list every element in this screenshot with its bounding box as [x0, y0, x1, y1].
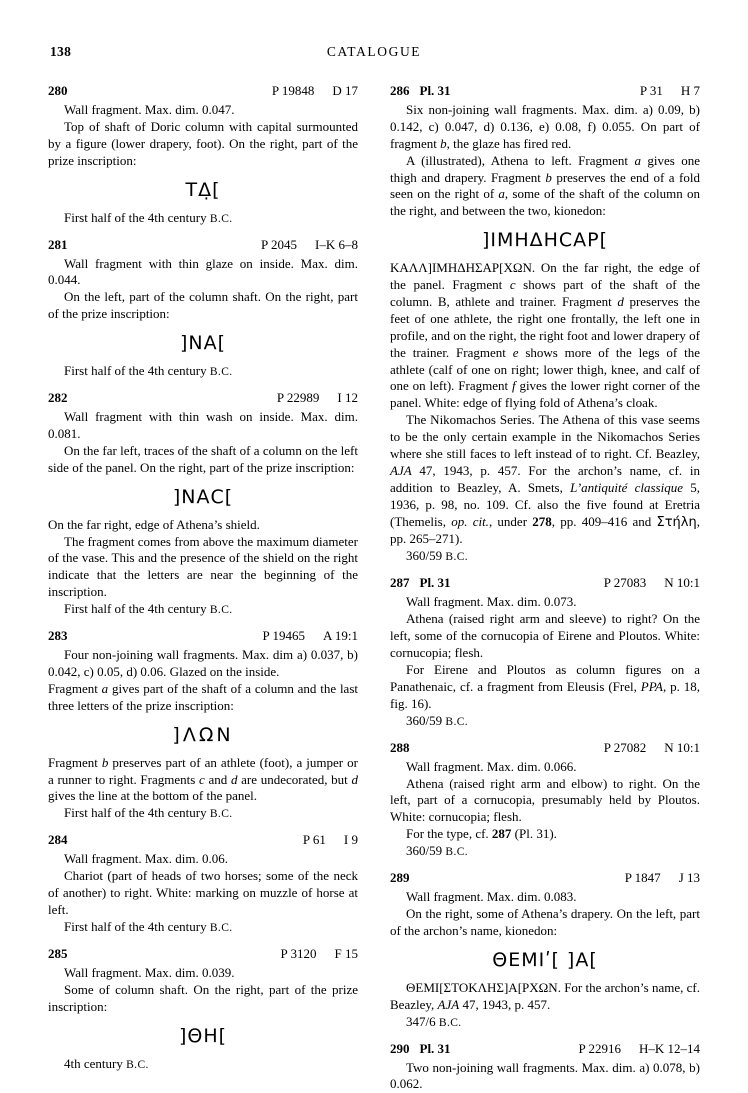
- entry-cross-reference: 278: [532, 513, 552, 529]
- entry-header: [390, 870, 700, 886]
- column-left: [48, 72, 358, 1093]
- date-text: 360/59: [406, 843, 443, 859]
- inventory-number: P 61: [302, 832, 326, 848]
- entry-cross-reference: 287: [491, 826, 512, 842]
- fragment-label: d: [351, 771, 358, 787]
- entry-number: 286: [390, 83, 410, 98]
- entry-header: [48, 832, 358, 848]
- date-text: First half of the 4th century: [64, 805, 207, 821]
- fragment-label: a: [101, 680, 109, 696]
- fragment-label: a: [498, 186, 505, 202]
- entry-paragraph: Six non-joining wall fragments. Max. dim. a) 0.09, b) 0.142, c) 0.047, d) 0.136, e) 0.08, f) 0.055. On part of fragment b, the glaze has fired red.: [390, 102, 700, 151]
- catalogue-entry-281: [48, 237, 358, 380]
- entry-paragraph: Chariot (part of heads of two horses; some of the neck of another) to right. White: marking on muzzle of horse at left.: [48, 868, 358, 918]
- greek-word: Στήλη: [656, 514, 697, 530]
- catalogue-entry-289: [390, 870, 700, 1029]
- entry-date: [390, 713, 700, 729]
- catalogue-entry-290: [390, 1041, 700, 1093]
- findspot-grid: J 13: [678, 870, 700, 886]
- inscription-line: ΘΕΜΙʹ[ ]Α[: [492, 948, 598, 971]
- entry-header: [48, 83, 358, 99]
- entry-paragraph: Fragment a gives part of the shaft of a column and the last three letters of the prize inscription:: [48, 680, 358, 713]
- entry-reference: [640, 83, 700, 99]
- entry-reference: [303, 832, 358, 848]
- date-era: B.C.: [209, 604, 233, 617]
- entry-paragraph: The fragment comes from above the maximum diameter of the vase. This and the presence of the shield on the right indicate that the letters are near the beginning of the inscription.: [48, 533, 358, 600]
- entry-paragraph: The Nikomachos Series. The Athena of this vase seems to be the only certain example in the Nikomachos Series where she still faces to left instead of to right. Cf. Beazley, AJA 47, 1943, p. 457. For the archon’s name, cf. in addition to Beazley, A. Smets, L’antiquité classique 5, 1936, p. 98, no. 109. Cf. also the five found at Eretria (Themelis, op. cit., under 278, pp. 409–416 and Στήλη, pp. 265–271).: [390, 412, 700, 547]
- entry-paragraph: Fragment b preserves part of an athlete (foot), a jumper or a runner to right. Fragments c and d are undecorated, but d gives the line at the bottom of the panel.: [48, 754, 358, 804]
- entry-number: 281: [48, 236, 68, 252]
- entry-paragraph: Wall fragment. Max. dim. 0.083.: [406, 889, 577, 905]
- entry-date: [48, 210, 358, 226]
- journal-title: AJA: [437, 996, 460, 1012]
- fragment-label: c: [198, 771, 205, 787]
- entry-paragraph: ΘΕΜΙ[ΣΤΟΚΛΗΣ]Α[ΡΧΩΝ. For the archon’s name, cf. Beazley, AJA 47, 1943, p. 457.: [390, 979, 700, 1012]
- inscription-line: ]ΙΜΗΔΗϹΑΡ[: [481, 229, 609, 252]
- findspot-grid: I 9: [343, 832, 358, 848]
- entry-number: 282: [48, 390, 68, 406]
- catalogue-entry-283: [48, 628, 358, 821]
- entry-number: 283: [48, 628, 68, 644]
- entry-reference: [604, 740, 700, 756]
- date-text: First half of the 4th century: [64, 363, 207, 379]
- entry-paragraph: On the right, some of Athena’s drapery. On the left, part of the archon’s name, kionedon:: [390, 905, 700, 938]
- entry-number: 288: [390, 739, 410, 755]
- entry-paragraph: Wall fragment. Max. dim. 0.047.: [64, 102, 235, 117]
- fragment-label: b: [101, 754, 109, 770]
- fragment-label: c: [509, 277, 516, 293]
- plate-reference: Pl. 31: [419, 575, 451, 591]
- findspot-grid: I–K 6–8: [315, 236, 358, 252]
- date-text: 4th century: [64, 1055, 123, 1071]
- book-title: PPA: [640, 678, 663, 694]
- entry-header: [390, 575, 700, 591]
- date-era: B.C.: [209, 808, 233, 821]
- entry-header: [390, 740, 700, 756]
- findspot-grid: H–K 12–14: [638, 1040, 700, 1056]
- entry-paragraph: Wall fragment. Max. dim. 0.039.: [64, 964, 235, 980]
- entry-reference: [281, 946, 358, 962]
- entry-reference: [578, 1041, 700, 1057]
- findspot-grid: A 19:1: [322, 628, 358, 644]
- entry-date: [48, 363, 358, 379]
- entry-paragraph: On the far right, edge of Athena’s shield.: [48, 516, 260, 532]
- inventory-number: P 1847: [624, 870, 661, 886]
- entry-paragraph: Wall fragment. Max. dim. 0.073.: [406, 594, 577, 610]
- entry-date: [48, 1056, 358, 1072]
- catalogue-entry-287: [390, 575, 700, 728]
- fragment-label: d: [230, 771, 238, 787]
- inscription-line: ΤΔ̣[: [185, 178, 221, 201]
- inventory-number: P 27083: [603, 575, 647, 591]
- entry-paragraph: A (illustrated), Athena to left. Fragment a gives one thigh and drapery. Fragment b preserves the end of a fold seen on the right of a, some of the shaft of the column on the right, and between the two, kionedon:: [390, 152, 701, 219]
- date-era: B.C.: [445, 715, 469, 728]
- date-era: B.C.: [438, 1016, 462, 1029]
- findspot-grid: N 10:1: [664, 575, 700, 591]
- inventory-number: P 3120: [280, 945, 317, 961]
- date-era: B.C.: [445, 551, 469, 564]
- fragment-label: a: [634, 152, 641, 168]
- date-text: First half of the 4th century: [64, 209, 207, 225]
- entry-date: [390, 843, 700, 859]
- date-text: First half of the 4th century: [64, 601, 207, 617]
- inventory-number: P 31: [639, 83, 663, 98]
- findspot-grid: I 12: [337, 390, 358, 406]
- entry-date: [48, 805, 358, 821]
- inscription-line: ]ΝΑ[: [179, 332, 227, 355]
- entry-paragraph: For Eirene and Ploutos as column figures on a Panathenaic, cf. a fragment from Eleusis (Frel, PPA, p. 18, fig. 16).: [390, 661, 700, 711]
- entry-number: 284: [48, 832, 68, 848]
- entry-reference: [262, 628, 358, 644]
- entry-paragraph: Two non-joining wall fragments. Max. dim. a) 0.078, b) 0.062.: [390, 1059, 700, 1092]
- inventory-number: P 22916: [578, 1040, 621, 1056]
- entry-number: 289: [390, 870, 410, 886]
- entry-number: 290: [390, 1040, 410, 1056]
- inventory-number: P 22989: [276, 390, 320, 406]
- entry-header: [390, 1041, 700, 1057]
- entry-header: [390, 83, 700, 99]
- date-era: B.C.: [209, 212, 233, 225]
- plate-reference: Pl. 31: [419, 1040, 451, 1056]
- entry-reference: [277, 390, 358, 406]
- journal-title: AJA: [390, 462, 412, 478]
- catalogue-entry-288: [390, 740, 700, 859]
- folio-number: 138: [50, 44, 72, 59]
- entry-reference: [604, 575, 700, 591]
- entry-number: 287: [390, 575, 410, 591]
- inventory-number: P 2045: [261, 236, 298, 252]
- plate-reference: Pl. 31: [419, 83, 451, 98]
- fragment-label: b: [440, 135, 447, 151]
- date-era: B.C.: [209, 366, 233, 379]
- findspot-grid: H 7: [680, 83, 700, 98]
- entry-reference: [272, 83, 358, 99]
- running-head: CATALOGUE: [326, 44, 422, 59]
- entry-paragraph: Top of shaft of Doric column with capital surmounted by a figure (lower drapery, foot). On the right, part of the prize inscription:: [48, 118, 358, 168]
- entry-paragraph: Wall fragment. Max. dim. 0.066.: [406, 758, 577, 774]
- date-text: 360/59: [406, 712, 443, 728]
- date-era: B.C.: [445, 846, 469, 859]
- citation-opcit: op. cit.: [451, 513, 489, 529]
- entry-number: 280: [48, 83, 68, 98]
- fragment-label: b: [545, 169, 552, 185]
- entry-paragraph: Wall fragment with thin glaze on inside. Max. dim. 0.044.: [48, 255, 358, 288]
- date-era: B.C.: [126, 1058, 149, 1071]
- inventory-number: P 27082: [603, 739, 647, 755]
- entry-header: [48, 390, 358, 406]
- inventory-number: P 19465: [262, 628, 305, 644]
- entry-header: [48, 628, 358, 644]
- date-era: B.C.: [209, 921, 233, 934]
- findspot-grid: N 10:1: [664, 739, 700, 755]
- catalogue-entry-282: [48, 390, 358, 617]
- entry-date: [48, 919, 358, 935]
- entry-date: [390, 548, 700, 564]
- entry-paragraph: On the left, part of the column shaft. On the right, part of the prize inscription:: [48, 289, 358, 322]
- date-text: 347/6: [406, 1013, 436, 1029]
- entry-paragraph: Some of column shaft. On the right, part of the prize inscription:: [48, 981, 358, 1014]
- inventory-number: P 19848: [271, 83, 315, 98]
- fragment-label: f: [511, 378, 516, 394]
- inscription-line: ]ΘΗ[: [178, 1024, 228, 1047]
- entry-paragraph: Athena (raised right arm and elbow) to right. On the left, part of a cornucopia, presumably held by Ploutos. White: cornucopia; flesh.: [390, 775, 700, 825]
- catalogue-entry-280: [48, 83, 358, 226]
- entry-header: [48, 237, 358, 253]
- entry-paragraph: Four non-joining wall fragments. Max. dim a) 0.037, b) 0.042, c) 0.05, d) 0.06. Glazed on the inside.: [48, 647, 358, 680]
- column-right: [390, 72, 700, 1093]
- catalogue-entry-284: [48, 832, 358, 935]
- catalogue-entry-286: [390, 83, 700, 564]
- entry-paragraph: For the type, cf. 287 (Pl. 31).: [406, 826, 557, 842]
- inscription-line: ]ΛΩΝ: [172, 723, 234, 746]
- entry-paragraph: Athena (raised right arm and sleeve) to right? On the left, some of the cornucopia of Eirene and Ploutos. White: cornucopia; flesh.: [390, 611, 700, 661]
- findspot-grid: D 17: [332, 83, 358, 98]
- date-text: First half of the 4th century: [64, 918, 207, 934]
- inscription-line: ]ΝΑϹ[: [172, 485, 234, 508]
- catalogue-entry-285: [48, 946, 358, 1072]
- page-header: [50, 44, 698, 62]
- entry-paragraph: On the far left, traces of the shaft of a column on the left side of the panel. On the right, part of the prize inscription:: [48, 442, 358, 475]
- book-title: L’antiquité classique: [570, 479, 683, 495]
- entry-date: [390, 1014, 700, 1030]
- entry-header: [48, 946, 358, 962]
- two-column-body: [48, 72, 700, 1093]
- fragment-label: d: [617, 294, 624, 310]
- findspot-grid: F 15: [334, 945, 358, 961]
- entry-reference: [261, 237, 358, 253]
- date-text: 360/59: [406, 548, 443, 564]
- entry-reference: [625, 870, 700, 886]
- entry-paragraph: ΚΑΛΛ]ΙΜΗΔΗΣΑΡ[ΧΩΝ. On the far right, the edge of the panel. Fragment c shows part of the shaft of the column. B, athlete and trainer. Fragment d preserves the feet of one athlete, the right one frontally, the left one in profile, and on the right, the right foot and lower drapery of the trainer. Fragment e shows more of the legs of the athlete (calf of one on right; lower thigh, knee, and calf of one on left). Fragment f gives the lower right corner of the panel. White: edge of flying fold of Athena’s cloak.: [390, 260, 701, 411]
- entry-number: 285: [48, 945, 68, 961]
- entry-paragraph: Wall fragment. Max. dim. 0.06.: [64, 851, 228, 867]
- fragment-label: e: [512, 344, 519, 360]
- entry-date: [48, 601, 358, 617]
- entry-paragraph: Wall fragment with thin wash on inside. Max. dim. 0.081.: [48, 409, 358, 442]
